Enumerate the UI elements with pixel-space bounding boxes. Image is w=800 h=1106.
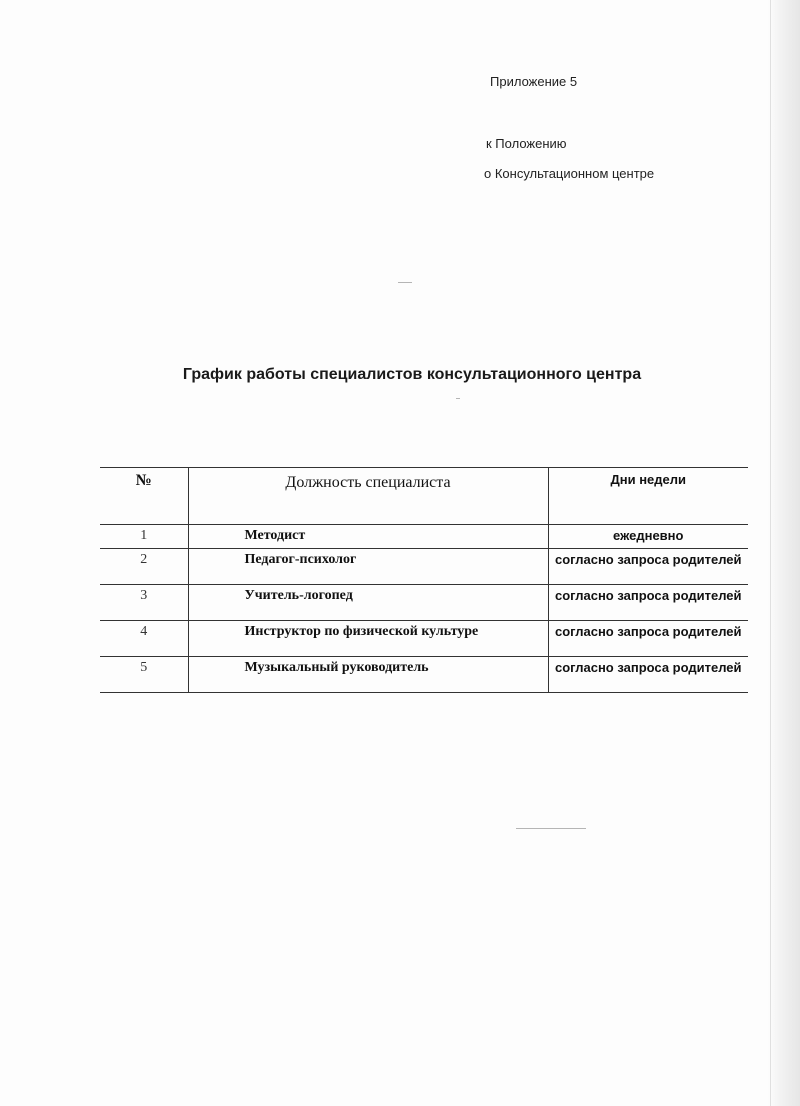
row-number: 3	[100, 585, 188, 621]
center-reference: о Консультационном центре	[484, 166, 655, 181]
table-row	[100, 525, 748, 549]
table-row	[100, 585, 748, 621]
regulation-reference: к Положению	[486, 136, 567, 151]
row-number: 4	[100, 621, 188, 657]
row-position: Музыкальный руководитель	[188, 657, 548, 693]
table-header-row	[100, 468, 748, 525]
scan-speck	[516, 828, 586, 829]
column-header-number: №	[100, 468, 188, 525]
row-days: согласно запроса родителей	[548, 657, 748, 693]
scan-edge-shadow	[768, 0, 800, 1106]
row-position: Педагог-психолог	[188, 549, 548, 585]
row-days: согласно запроса родителей	[548, 549, 748, 585]
column-header-position: Должность специалиста	[188, 468, 548, 525]
row-position: Инструктор по физической культуре	[188, 621, 548, 657]
row-position: Учитель-логопед	[188, 585, 548, 621]
appendix-label: Приложение 5	[490, 74, 578, 89]
scan-speck	[456, 398, 460, 399]
row-days: согласно запроса родителей	[548, 585, 748, 621]
table-row	[100, 621, 748, 657]
row-number: 2	[100, 549, 188, 585]
row-number: 5	[100, 657, 188, 693]
row-number: 1	[100, 525, 188, 549]
row-position: Методист	[188, 525, 548, 549]
schedule-table	[100, 467, 748, 693]
table-row	[100, 549, 748, 585]
row-days: согласно запроса родителей	[548, 621, 748, 657]
row-days: ежедневно	[548, 525, 748, 549]
scan-speck	[398, 282, 412, 283]
table-row	[100, 657, 748, 693]
column-header-days: Дни недели	[548, 468, 748, 525]
document-title: График работы специалистов консультационного центра	[182, 366, 642, 383]
